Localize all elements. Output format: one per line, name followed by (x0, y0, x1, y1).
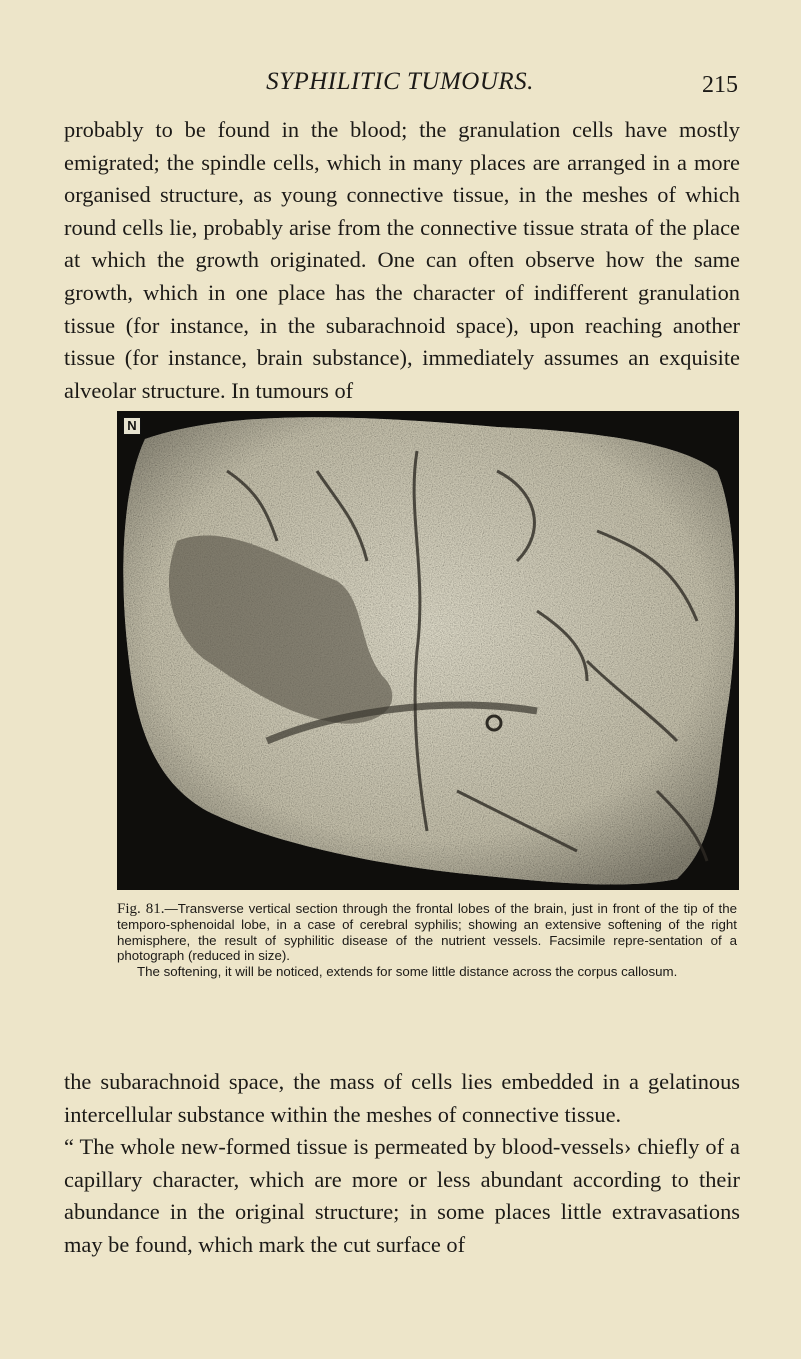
caption-main: —Transverse vertical section through the frontal lobes of the brain, just in front of the tip of the temporo-sphenoidal lobe, in a case of cerebral syphilis; showing an extensive softening of the right hemisphere, the result of syphilitic disease of the nutrient vessels. Facsimile repre-sentation of a photograph (reduced in size). (117, 901, 737, 964)
page-header (62, 68, 738, 102)
page-number: 215 (702, 72, 738, 98)
body-paragraph-bottom-a: the subarachnoid space, the mass of cells lies embedded in a gelatinous intercellular substance within the meshes of connective tissue. (64, 1069, 740, 1127)
figure-photograph (117, 411, 739, 890)
brain-section-photograph (117, 411, 739, 890)
corner-mark: N (123, 417, 141, 435)
body-paragraph-top: probably to be found in the blood; the granulation cells have mostly emigrated; the spindle cells, which in many places are arranged in a more organised structure, as young connective tissue, in the meshes of which round cells lie, probably arise from the connective tissue strata of the place at which the growth originated. One can often observe how the same growth, which in one place has the character of indifferent granulation tissue (for instance, in the subarachnoid space), upon reaching another tissue (for instance, brain substance), immediately assumes an exquisite alveolar structure. In tumours of (64, 117, 740, 403)
figure-label: Fig. 81. (117, 901, 165, 917)
body-paragraph-bottom-b: “ The whole new-formed tissue is permeated by blood-vessels› chiefly of a capillary character, which are more or less abundant according to their abundance in the original structure; in some places little extravasations may be found, which mark the cut surface of (64, 1134, 740, 1257)
figure-caption (117, 901, 737, 979)
caption-note: The softening, it will be noticed, extends for some little distance across the corpus callosum. (137, 963, 678, 979)
body-paragraph-bottom (64, 1066, 740, 1262)
running-title: SYPHILITIC TUMOURS. (266, 68, 534, 95)
